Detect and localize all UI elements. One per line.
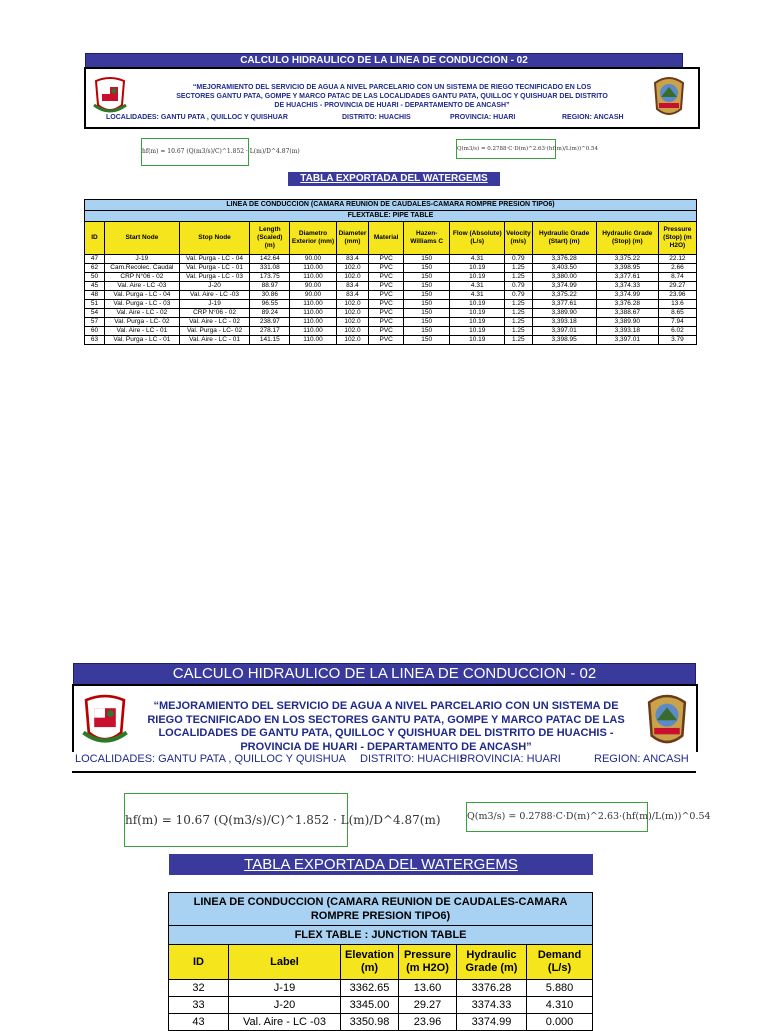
- table-cell: Val. Aire - LC -03: [179, 291, 250, 300]
- junction-table: [168, 892, 593, 1031]
- table-cell: 10.19: [450, 264, 505, 273]
- top-provincia: PROVINCIA: HUARI: [450, 114, 516, 121]
- bottom-export-title: TABLA EXPORTADA DEL WATERGEMS: [169, 854, 593, 875]
- table-cell: 3376.28: [457, 980, 527, 997]
- table-cell: 3,374.99: [596, 291, 658, 300]
- junction-table-caption: LINEA DE CONDUCCION (CAMARA REUNION DE CAUDALES-CAMARA ROMPRE PRESION TIPO6): [169, 893, 593, 926]
- table-cell: 13.60: [399, 980, 457, 997]
- table-cell: Val. Aire - LC - 02: [179, 318, 250, 327]
- table-cell: 32: [169, 980, 229, 997]
- table-cell: 102.0: [336, 318, 369, 327]
- table-row: [85, 273, 697, 282]
- table-cell: 142.64: [250, 255, 290, 264]
- table-cell: 10.19: [450, 300, 505, 309]
- table-cell: Val. Purga - LC - 01: [179, 264, 250, 273]
- table-cell: 150: [404, 291, 450, 300]
- table-cell: 110.00: [290, 264, 336, 273]
- table-row: [85, 318, 697, 327]
- table-cell: 3350.98: [341, 1014, 399, 1031]
- table-row: [85, 309, 697, 318]
- table-cell: 83.4: [336, 291, 369, 300]
- table-cell: PVC: [369, 273, 404, 282]
- table-cell: PVC: [369, 255, 404, 264]
- table-cell: 102.0: [336, 309, 369, 318]
- table-cell: 110.00: [290, 327, 336, 336]
- table-cell: 110.00: [290, 273, 336, 282]
- table-cell: 83.4: [336, 255, 369, 264]
- bottom-project-description: “MEJORAMIENTO DEL SERVICIO DE AGUA A NIVEL PARCELARIO CON UN SISTEMA DE RIEGO TECNIFICADO EN LOS SECTORES GANTU PATA, GOMPE Y MARCO PATAC DE LAS LOCALIDADES DE GANTU PATA, QUILLOC Y QUISHUAR DEL DISTRITO DE HUACHIS - PROVINCIA DE HUARI - DEPARTAMENTO DE ANCASH”: [147, 700, 625, 753]
- table-cell: 1.25: [505, 264, 532, 273]
- col-header: Flow (Absolute) (L/s): [450, 222, 505, 255]
- col-header: ID: [85, 222, 105, 255]
- table-cell: 8.74: [658, 273, 696, 282]
- table-cell: 6.02: [658, 327, 696, 336]
- col-header: Label: [229, 945, 341, 980]
- table-row: [85, 336, 697, 345]
- col-header: Hydraulic Grade (Start) (m): [532, 222, 596, 255]
- table-cell: 33: [169, 997, 229, 1014]
- col-header: Elevation (m): [341, 945, 399, 980]
- bottom-distrito: DISTRITO: HUACHIS: [360, 753, 467, 765]
- pipe-table: [84, 199, 697, 345]
- col-header: Length (Scaled) (m): [250, 222, 290, 255]
- table-cell: 1.25: [505, 309, 532, 318]
- bottom-region: REGION: ANCASH: [594, 753, 689, 765]
- table-cell: Val. Purga - LC- 02: [179, 327, 250, 336]
- table-cell: J-19: [179, 300, 250, 309]
- table-cell: 110.00: [290, 318, 336, 327]
- table-cell: 3,375.22: [532, 291, 596, 300]
- table-cell: 141.15: [250, 336, 290, 345]
- table-cell: PVC: [369, 327, 404, 336]
- table-cell: 1.25: [505, 327, 532, 336]
- table-cell: 3,397.01: [532, 327, 596, 336]
- table-cell: Val. Aire - LC - 02: [105, 309, 180, 318]
- junction-table-header: [169, 945, 593, 980]
- table-row: [85, 264, 697, 273]
- col-header: Hydraulic Grade (Stop) (m): [596, 222, 658, 255]
- table-cell: 10.19: [450, 336, 505, 345]
- table-cell: 1.25: [505, 300, 532, 309]
- table-cell: Val. Purga - LC - 03: [179, 273, 250, 282]
- table-cell: 3,403.50: [532, 264, 596, 273]
- table-cell: 57: [85, 318, 105, 327]
- table-row: [85, 327, 697, 336]
- table-cell: 331.08: [250, 264, 290, 273]
- top-title-bar: [85, 53, 683, 68]
- col-header: Demand (L/s): [527, 945, 593, 980]
- table-cell: Val. Aire - LC -03: [229, 1014, 341, 1031]
- table-cell: 150: [404, 327, 450, 336]
- pipe-table-subcaption: FLEXTABLE: PIPE TABLE: [85, 211, 697, 222]
- table-cell: 0.79: [505, 255, 532, 264]
- table-cell: 8.65: [658, 309, 696, 318]
- table-cell: 3,377.61: [532, 300, 596, 309]
- table-cell: Val. Aire - LC -03: [105, 282, 180, 291]
- table-cell: 150: [404, 318, 450, 327]
- bottom-title-bar: [73, 663, 696, 685]
- top-region: REGION: ANCASH: [562, 114, 624, 121]
- table-cell: PVC: [369, 309, 404, 318]
- table-cell: 90.00: [290, 255, 336, 264]
- col-header: Diametro Exterior (mm): [290, 222, 336, 255]
- table-cell: 13.6: [658, 300, 696, 309]
- table-row: [85, 255, 697, 264]
- table-cell: Val. Purga - LC- 02: [105, 318, 180, 327]
- junction-table-subcaption: FLEX TABLE : JUNCTION TABLE: [169, 926, 593, 945]
- table-row: [85, 291, 697, 300]
- top-formula-q: Q(m3/s) = 0.2788·C·D(m)^2.63·(hf(m)/L(m))^0.54: [456, 139, 556, 159]
- table-cell: 54: [85, 309, 105, 318]
- table-cell: 29.27: [399, 997, 457, 1014]
- top-project-description: “MEJORAMIENTO DEL SERVICIO DE AGUA A NIVEL PARCELARIO CON UN SISTEMA DE RIEGO TECNIFICADO EN LOS SECTORES GANTU PATA, GOMPE Y MARCO PATAC DE LAS LOCALIDADES GANTU PATA, QUILLOC Y QUISHUAR DEL DISTRITO DE HUACHIS - PROVINCIA DE HUARI - DEPARTAMENTO DE ANCASH”: [176, 84, 608, 109]
- pipe-table-header: [85, 222, 697, 255]
- table-cell: Val. Purga - LC - 01: [105, 336, 180, 345]
- table-cell: 30.86: [250, 291, 290, 300]
- table-cell: 3,374.99: [532, 282, 596, 291]
- bottom-formula-q: Q(m3/s) = 0.2788·C·D(m)^2.63·(hf(m)/L(m))^0.54: [466, 802, 648, 832]
- table-cell: 0.79: [505, 291, 532, 300]
- top-formula-hf: hf(m) = 10.67 (Q(m3/s)/C)^1.852 · L(m)/D^4.87(m): [141, 138, 249, 166]
- table-cell: 3374.99: [457, 1014, 527, 1031]
- table-cell: 102.0: [336, 264, 369, 273]
- table-cell: 7.94: [658, 318, 696, 327]
- table-cell: J-19: [105, 255, 180, 264]
- table-cell: 102.0: [336, 300, 369, 309]
- col-header: Velocity (m/s): [505, 222, 532, 255]
- pipe-table-caption: LINEA DE CONDUCCION (CAMARA REUNION DE CAUDALES-CAMARA ROMPRE PRESION TIPO6): [85, 200, 697, 211]
- top-export-title: TABLA EXPORTADA DEL WATERGEMS: [288, 172, 500, 186]
- col-header: Pressure (Stop) (m H2O): [658, 222, 696, 255]
- table-row: [169, 997, 593, 1014]
- table-cell: 43: [169, 1014, 229, 1031]
- table-cell: 2.66: [658, 264, 696, 273]
- table-cell: 60: [85, 327, 105, 336]
- table-cell: 62: [85, 264, 105, 273]
- table-cell: 10.19: [450, 273, 505, 282]
- table-cell: 4.31: [450, 255, 505, 264]
- col-header: Material: [369, 222, 404, 255]
- table-cell: 150: [404, 264, 450, 273]
- table-cell: 3,398.95: [596, 264, 658, 273]
- table-cell: 90.00: [290, 282, 336, 291]
- table-cell: Val. Aire - LC - 01: [105, 327, 180, 336]
- top-distrito: DISTRITO: HUACHIS: [342, 114, 411, 121]
- table-cell: 3,388.67: [596, 309, 658, 318]
- table-cell: 3,397.01: [596, 336, 658, 345]
- table-cell: 88.97: [250, 282, 290, 291]
- table-cell: Val. Purga - LC - 04: [179, 255, 250, 264]
- table-cell: 3,377.61: [596, 273, 658, 282]
- table-cell: 0.000: [527, 1014, 593, 1031]
- table-cell: 110.00: [290, 300, 336, 309]
- table-cell: 150: [404, 282, 450, 291]
- table-cell: 1.25: [505, 273, 532, 282]
- table-row: [85, 300, 697, 309]
- table-cell: PVC: [369, 264, 404, 273]
- col-header: Pressure (m H2O): [399, 945, 457, 980]
- table-cell: 3,375.22: [596, 255, 658, 264]
- bottom-title: CALCULO HIDRAULICO DE LA LINEA DE CONDUCCION - 02: [172, 665, 597, 682]
- bottom-junction-table-wrap: [168, 892, 592, 1031]
- table-cell: 3,380.00: [532, 273, 596, 282]
- table-cell: 3,389.90: [596, 318, 658, 327]
- top-title: CALCULO HIDRAULICO DE LA LINEA DE CONDUCCION - 02: [240, 55, 528, 66]
- table-row: [169, 1014, 593, 1031]
- top-localidades: LOCALIDADES: GANTU PATA , QUILLOC Y QUISHUAR: [106, 114, 288, 121]
- table-cell: 23.96: [399, 1014, 457, 1031]
- table-cell: 51: [85, 300, 105, 309]
- table-cell: PVC: [369, 318, 404, 327]
- table-cell: Val. Purga - LC - 04: [105, 291, 180, 300]
- table-cell: 50: [85, 273, 105, 282]
- table-cell: 23.96: [658, 291, 696, 300]
- table-row: [169, 980, 593, 997]
- table-cell: 150: [404, 255, 450, 264]
- table-cell: 45: [85, 282, 105, 291]
- table-cell: 3,376.28: [596, 300, 658, 309]
- table-cell: 0.79: [505, 282, 532, 291]
- col-header: ID: [169, 945, 229, 980]
- table-cell: 4.31: [450, 282, 505, 291]
- bottom-location-row: [72, 751, 696, 773]
- table-cell: J-20: [179, 282, 250, 291]
- table-cell: 238.97: [250, 318, 290, 327]
- table-cell: 10.19: [450, 318, 505, 327]
- table-cell: 1.25: [505, 336, 532, 345]
- table-cell: Val. Purga - LC - 03: [105, 300, 180, 309]
- table-cell: PVC: [369, 336, 404, 345]
- table-cell: 102.0: [336, 273, 369, 282]
- regional-emblem-icon: [644, 688, 690, 750]
- table-cell: 3,376.28: [532, 255, 596, 264]
- col-header: Start Node: [105, 222, 180, 255]
- table-cell: 29.27: [658, 282, 696, 291]
- table-cell: 48: [85, 291, 105, 300]
- table-cell: 3,374.33: [596, 282, 658, 291]
- col-header: Hydraulic Grade (m): [457, 945, 527, 980]
- table-cell: 90.00: [290, 291, 336, 300]
- table-cell: 3374.33: [457, 997, 527, 1014]
- table-cell: 22.12: [658, 255, 696, 264]
- table-cell: J-19: [229, 980, 341, 997]
- table-cell: 150: [404, 300, 450, 309]
- top-header-box: [84, 67, 700, 129]
- table-cell: 102.0: [336, 336, 369, 345]
- table-cell: 5.880: [527, 980, 593, 997]
- col-header: Diameter (mm): [336, 222, 369, 255]
- bottom-formula-hf: hf(m) = 10.67 (Q(m3/s)/C)^1.852 · L(m)/D^4.87(m): [124, 793, 348, 847]
- table-cell: PVC: [369, 291, 404, 300]
- bottom-header-box: [72, 684, 698, 752]
- top-pipe-table-wrap: [84, 199, 697, 345]
- table-cell: 83.4: [336, 282, 369, 291]
- peru-coat-of-arms-icon: [80, 692, 130, 746]
- table-cell: 3,393.18: [596, 327, 658, 336]
- table-cell: 110.00: [290, 336, 336, 345]
- table-cell: 10.19: [450, 327, 505, 336]
- table-cell: Val. Aire - LC - 01: [179, 336, 250, 345]
- table-cell: 96.55: [250, 300, 290, 309]
- table-cell: 110.00: [290, 309, 336, 318]
- table-cell: 3.79: [658, 336, 696, 345]
- table-cell: 10.19: [450, 309, 505, 318]
- table-cell: 3,398.95: [532, 336, 596, 345]
- table-cell: 150: [404, 309, 450, 318]
- bottom-localidades: LOCALIDADES: GANTU PATA , QUILLOC Y QUISHUA: [75, 753, 346, 765]
- table-cell: 3,389.90: [532, 309, 596, 318]
- table-cell: CRP N°06 - 02: [105, 273, 180, 282]
- table-cell: 3,393.18: [532, 318, 596, 327]
- regional-emblem-icon: [651, 73, 687, 119]
- col-header: Stop Node: [179, 222, 250, 255]
- table-cell: 102.0: [336, 327, 369, 336]
- bottom-provincia: PROVINCIA: HUARI: [460, 753, 561, 765]
- table-cell: 3345.00: [341, 997, 399, 1014]
- col-header: Hazen-Williams C: [404, 222, 450, 255]
- table-cell: PVC: [369, 300, 404, 309]
- table-cell: 4.31: [450, 291, 505, 300]
- table-cell: J-20: [229, 997, 341, 1014]
- table-cell: 173.75: [250, 273, 290, 282]
- table-row: [85, 282, 697, 291]
- table-cell: 3362.65: [341, 980, 399, 997]
- peru-coat-of-arms-icon: [92, 75, 128, 115]
- table-cell: 278.17: [250, 327, 290, 336]
- table-cell: PVC: [369, 282, 404, 291]
- table-cell: 150: [404, 336, 450, 345]
- table-cell: 89.24: [250, 309, 290, 318]
- table-cell: 47: [85, 255, 105, 264]
- table-cell: 63: [85, 336, 105, 345]
- table-cell: 150: [404, 273, 450, 282]
- table-cell: 4.310: [527, 997, 593, 1014]
- table-cell: 1.25: [505, 318, 532, 327]
- table-cell: Cam.Recolec. Caudal: [105, 264, 180, 273]
- table-cell: CRP N°06 - 02: [179, 309, 250, 318]
